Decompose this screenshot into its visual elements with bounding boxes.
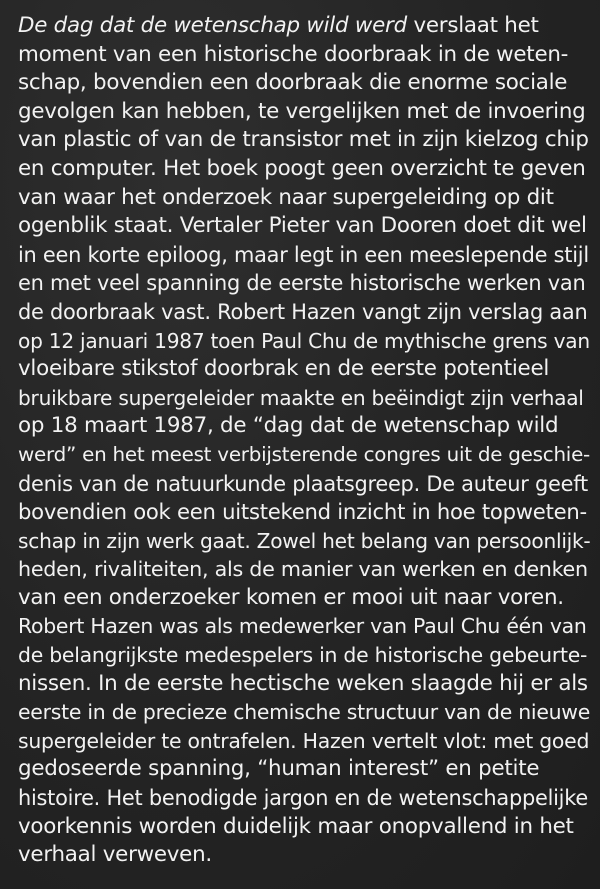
book-title-italic: De dag dat de wetenschap wild werd: [18, 13, 407, 38]
text-line: gedoseerde spanning, “human interest” en petite: [18, 756, 540, 782]
text-line: en computer. Het boek poogt geen overzicht te geven: [18, 155, 586, 181]
text-line: Robert Hazen was als medewerker van Paul Chu één van: [18, 614, 587, 639]
text-line: histoire. Het benodigde jargon en de wetenschappelijke: [18, 786, 588, 811]
text-line: de belangrijkste medespelers in de historische gebeurte-: [18, 643, 588, 668]
blurb-text: [18, 12, 590, 870]
text-line: moment van een historische doorbraak in de weten-: [18, 41, 569, 67]
text-line: heden, rivaliteiten, als de manier van werken en denken: [18, 557, 588, 582]
text-line: supergeleider te ontrafelen. Hazen vertelt vlot: met goed: [18, 728, 590, 753]
text-line: denis van de natuurkunde plaatsgreep. De auteur geeft: [18, 471, 588, 496]
text-line: De dag dat de wetenschap wild werd verslaat het: [18, 13, 539, 38]
text-line: ogenblik staat. Vertaler Pieter van Dooren doet dit wel: [18, 213, 587, 239]
text-line: schap in zijn werk gaat. Zowel het belang van persoonlijk-: [18, 528, 591, 553]
text-line: van waar het onderzoek naar supergeleiding op dit: [18, 184, 554, 210]
text-line: van een onderzoeker komen er mooi uit naar voren.: [18, 584, 564, 610]
text-line: vloeibare stikstof doorbrak en de eerste potentieel: [18, 356, 550, 382]
text-line: op 18 maart 1987, de “dag dat de wetenschap wild: [18, 413, 559, 439]
text-line: nissen. In de eerste hectische weken slaagde hij er als: [18, 670, 588, 696]
text-line: bruikbare supergeleider maakte en beëindigt zijn verhaal: [18, 385, 584, 410]
text-line: van plastic of van de transistor met in zijn kielzog chip: [18, 127, 589, 153]
text-line: schap, bovendien een doorbraak die enorme sociale: [18, 70, 568, 96]
text-line: eerste in de precieze chemische structuur van de nieuwe: [18, 700, 591, 725]
text-line: werd” en het meest verbijsterende congres uit de geschie-: [18, 442, 590, 466]
text-line: in een korte epiloog, maar legt in een meeslepende stijl: [18, 242, 589, 267]
text-line: voorkennis worden duidelijk maar onopvallend in het: [18, 813, 574, 839]
text-line: en met veel spanning de eerste historische werken van: [18, 271, 586, 296]
text-line: de doorbraak vast. Robert Hazen vangt zijn verslag aan: [18, 299, 588, 324]
text-line: verhaal verweven.: [18, 842, 212, 868]
text-line: op 12 januari 1987 toen Paul Chu de mythische grens van: [18, 328, 590, 353]
text-line: bovendien ook een uitstekend inzicht in hoe topweten-: [18, 499, 587, 525]
text-line: gevolgen kan hebben, te vergelijken met de invoering: [18, 98, 586, 124]
